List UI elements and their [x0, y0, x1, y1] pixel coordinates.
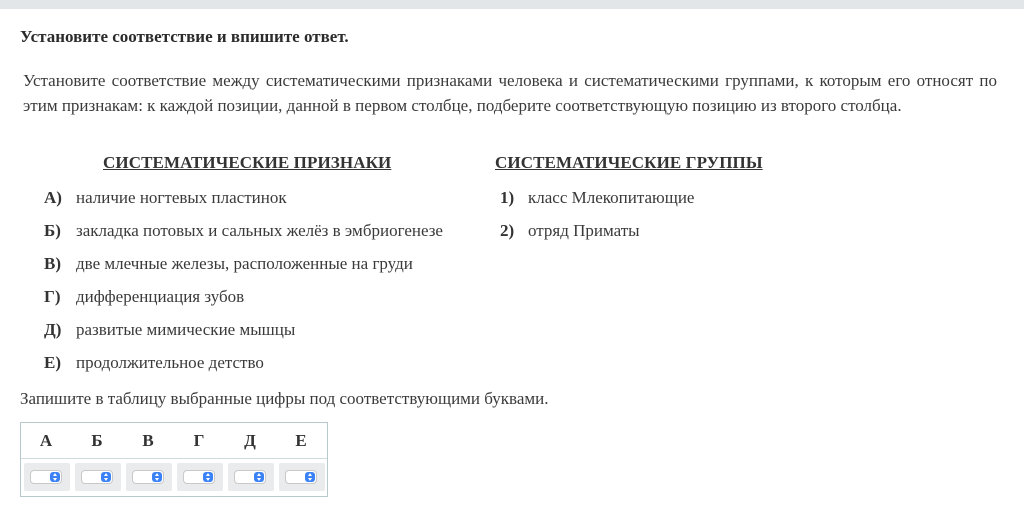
answer-table: [20, 422, 328, 497]
left-item-letter: Б): [44, 221, 61, 240]
task-title: Установите соответствие и впишите ответ.: [20, 27, 349, 46]
answer-cell: [177, 463, 223, 491]
answer-select-a[interactable]: [30, 470, 62, 484]
top-bar: [0, 0, 1024, 9]
select-stepper-icon: [101, 472, 111, 482]
answer-select-b[interactable]: [81, 470, 113, 484]
answer-select-e[interactable]: [285, 470, 317, 484]
select-stepper-icon: [152, 472, 162, 482]
select-stepper-icon: [50, 472, 60, 482]
right-item-text: отряд Приматы: [528, 221, 640, 240]
right-item-text: класс Млекопитающие: [528, 188, 695, 207]
select-stepper-icon: [203, 472, 213, 482]
answer-cell: [75, 463, 121, 491]
left-item-text: наличие ногтевых пластинок: [76, 188, 287, 207]
left-item-text: закладка потовых и сальных желёз в эмбриогенезе: [76, 221, 443, 240]
answer-column-header: Е: [295, 431, 307, 450]
answer-select-d[interactable]: [234, 470, 266, 484]
answer-cell: [24, 463, 70, 491]
left-item-letter: А): [44, 188, 62, 207]
answer-column-header: Д: [244, 431, 256, 450]
left-item-text: продолжительное детство: [76, 353, 264, 372]
left-item-letter: Д): [44, 320, 62, 339]
answer-select-v[interactable]: [132, 470, 164, 484]
select-stepper-icon: [305, 472, 315, 482]
task-intro: Установите соответствие между систематическими признаками человека и систематическими группами, к которым его относят по этим признакам: к каждой позиции, данной в первом столбце, подберите соответствующую позицию из второго столбца.: [23, 71, 997, 115]
left-item-text: развитые мимические мышцы: [76, 320, 296, 339]
answer-cell: [126, 463, 172, 491]
answer-column-header: Г: [193, 431, 205, 450]
answer-select-g[interactable]: [183, 470, 215, 484]
left-item-letter: В): [44, 254, 61, 273]
answer-column-header: А: [39, 431, 53, 450]
select-stepper-icon: [254, 472, 264, 482]
left-item-text: две млечные железы, расположенные на груди: [76, 254, 413, 273]
right-item-number: 2): [500, 221, 515, 240]
right-column-header: СИСТЕМАТИЧЕСКИЕ ГРУППЫ: [495, 153, 763, 172]
answer-instruction: Запишите в таблицу выбранные цифры под соответствующими буквами.: [20, 389, 549, 408]
left-item-letter: Г): [44, 287, 61, 306]
right-item-number: 1): [500, 188, 515, 207]
answer-column-header: В: [142, 431, 154, 450]
left-item-text: дифференциация зубов: [76, 287, 245, 306]
answer-column-header: Б: [91, 431, 103, 450]
answer-cell: [228, 463, 274, 491]
left-item-letter: Е): [44, 353, 61, 372]
answer-table-divider: [21, 458, 327, 459]
answer-cell: [279, 463, 325, 491]
left-column-header: СИСТЕМАТИЧЕСКИЕ ПРИЗНАКИ: [103, 153, 392, 172]
